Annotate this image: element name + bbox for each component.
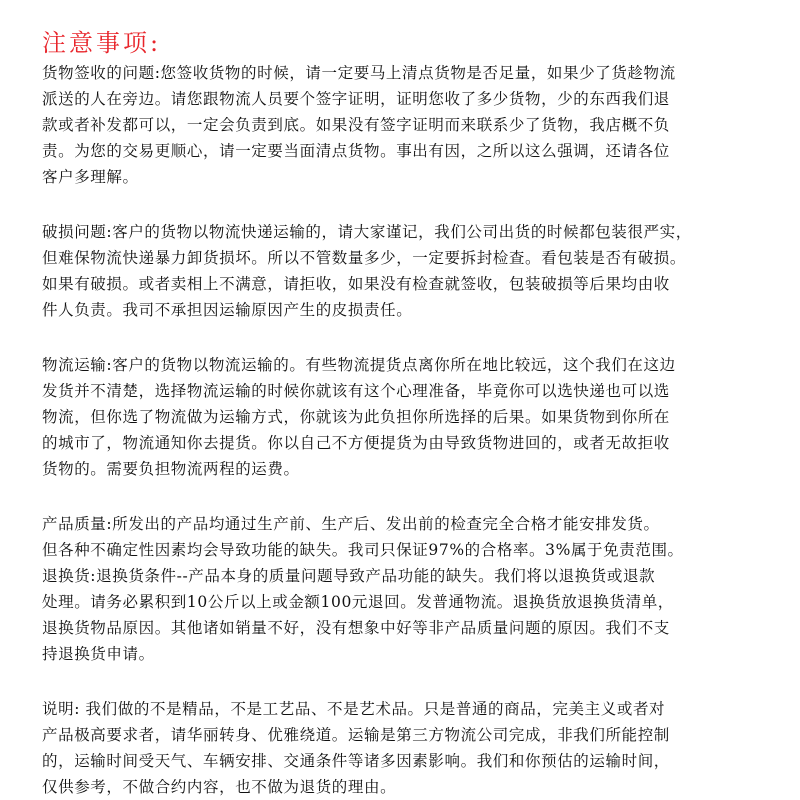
text-line: 破损问题:客户的货物以物流快递运输的，请大家谨记，我们公司出货的时候都包装很严实， bbox=[42, 223, 692, 241]
text-line: 如果有破损。或者卖相上不满意，请拒收，如果没有检查就签收，包装破损等后果均由收 bbox=[42, 275, 670, 293]
paragraph-disclaimer bbox=[42, 696, 772, 800]
text-line: 但各种不确定性因素均会导致功能的缺失。我司只保证97%的合格率。3%属于免责范围。 bbox=[42, 541, 684, 559]
paragraph-damage bbox=[42, 219, 772, 323]
text-line: 责。为您的交易更顺心，请一定要当面清点货物。事出有因，之所以这么强调，还请各位 bbox=[42, 142, 670, 160]
text-line: 的城市了，物流通知你去提货。你以自己不方便提货为由导致货物进回的，或者无故拒收 bbox=[42, 434, 670, 452]
paragraph-gap bbox=[42, 190, 772, 219]
paragraph-quality-returns bbox=[42, 511, 772, 667]
text-line: 产品质量:所发出的产品均通过生产前、生产后、发出前的检查完全合格才能安排发货。 bbox=[42, 515, 660, 533]
text-line: 货物签收的问题:您签收货物的时候，请一定要马上清点货物是否足量，如果少了货趁物流 bbox=[42, 64, 676, 82]
text-line: 说明: 我们做的不是精品，不是工艺品、不是艺术品。只是普通的商品，完美主义或者对 bbox=[42, 700, 666, 718]
text-line: 持退换货申请。 bbox=[42, 645, 155, 663]
text-line: 物流，但你选了物流做为运输方式，你就该为此负担你所选择的后果。如果货物到你所在 bbox=[42, 408, 670, 426]
text-line: 处理。请务必累积到10公斤以上或金额100元退回。发普通物流。退换货放退换货清单， bbox=[42, 593, 674, 611]
text-line: 的，运输时间受天气、车辆安排、交通条件等诸多因素影响。我们和你预估的运输时间， bbox=[42, 752, 670, 770]
text-line: 退换货物品原因。其他诸如销量不好，没有想象中好等非产品质量问题的原因。我们不支 bbox=[42, 619, 670, 637]
text-line: 但难保物流快递暴力卸货损坏。所以不管数量多少，一定要拆封检查。看包装是否有破损。 bbox=[42, 249, 687, 267]
text-line: 派送的人在旁边。请您跟物流人员要个签字证明，证明您收了多少货物，少的东西我们退 bbox=[42, 90, 670, 108]
text-line: 客户多理解。 bbox=[42, 168, 139, 186]
text-line: 退换货:退换货条件--产品本身的质量问题导致产品功能的缺失。我们将以退换货或退款 bbox=[42, 567, 656, 585]
text-line: 仅供参考，不做合约内容，也不做为退货的理由。 bbox=[42, 778, 397, 796]
paragraph-gap bbox=[42, 482, 772, 511]
notice-title: 注意事项: bbox=[42, 29, 162, 57]
text-line: 款或者补发都可以，一定会负责到底。如果没有签字证明而来联系少了货物，我店概不负 bbox=[42, 116, 670, 134]
paragraph-receipt bbox=[42, 60, 772, 190]
paragraph-gap bbox=[42, 323, 772, 352]
text-line: 货物的。需要负担物流两程的运费。 bbox=[42, 460, 300, 478]
text-line: 物流运输:客户的货物以物流运输的。有些物流提货点离你所在地比较远，这个我们在这边 bbox=[42, 356, 676, 374]
text-line: 产品极高要求者，请华丽转身、优雅绕道。运输是第三方物流公司完成，非我们所能控制 bbox=[42, 726, 670, 744]
text-line: 发货并不清楚，选择物流运输的时候你就该有这个心理准备，毕竟你可以选快递也可以选 bbox=[42, 382, 670, 400]
text-line: 件人负责。我司不承担因运输原因产生的皮损责任。 bbox=[42, 301, 413, 319]
paragraph-logistics bbox=[42, 352, 772, 482]
paragraph-gap bbox=[42, 667, 772, 696]
